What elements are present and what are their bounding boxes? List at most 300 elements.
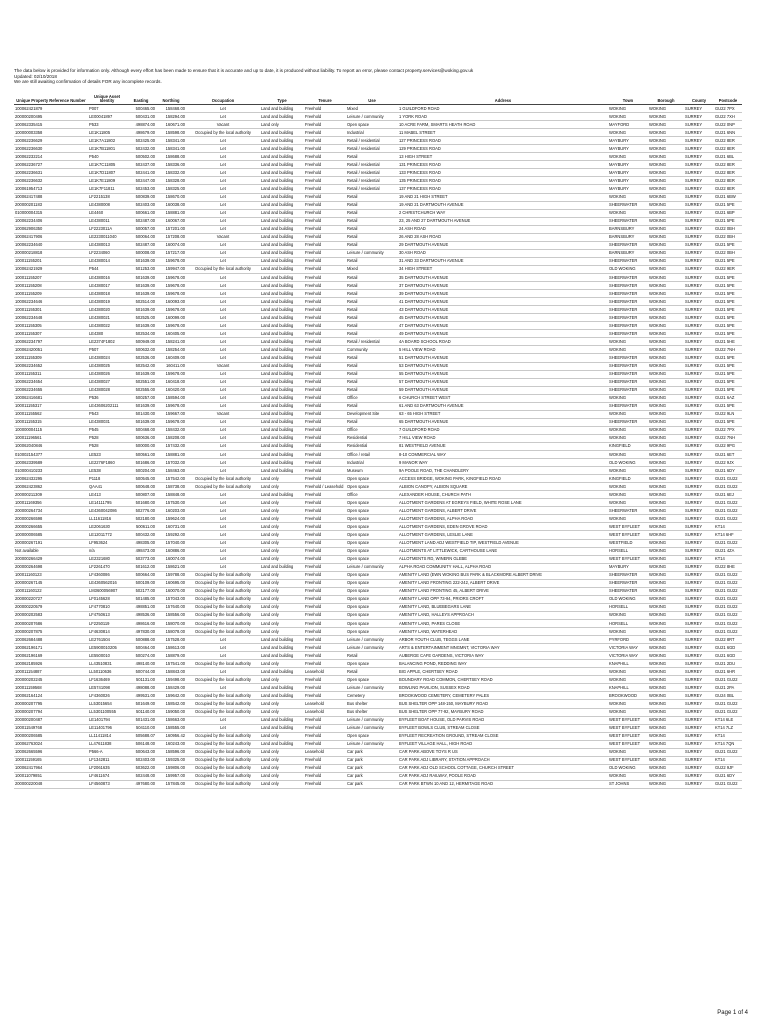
use-cell: Retail: [346, 354, 398, 362]
use-cell: Open space: [346, 660, 398, 668]
table-row: [14, 571, 742, 579]
table-row: [14, 644, 742, 652]
address-cell: 49 DARTMOUTH AVENUE: [398, 330, 608, 338]
type-cell: Land and building: [260, 185, 304, 193]
town-cell: SHEERWATER: [608, 507, 648, 515]
address-cell: 135 PRINCESS ROAD: [398, 177, 608, 185]
table-body: [14, 105, 742, 789]
postcode-cell: GU21 GU22: [714, 611, 742, 619]
tenure-cell: Freehold: [304, 507, 346, 515]
county-cell: SURREY: [684, 338, 714, 346]
county-cell: SURREY: [684, 459, 714, 467]
uprn-cell: 100011159165: [14, 756, 88, 764]
type-cell: Land only: [260, 523, 304, 531]
northing-cell: 160038.00: [156, 201, 186, 209]
uprn-cell: 100011155208: [14, 282, 88, 290]
easting-cell: 498473.00: [126, 547, 156, 555]
asset-id-cell: LF2061635: [88, 764, 126, 772]
type-cell: Land and building: [260, 201, 304, 209]
occupation-cell: Let: [186, 531, 260, 539]
borough-cell: WOKING: [648, 298, 684, 306]
occupation-cell: Let: [186, 185, 260, 193]
town-cell: WOKING: [608, 338, 648, 346]
tenure-cell: Freehold: [304, 225, 346, 233]
address-cell: ALPHA ROAD COMMUNITY HALL, ALPHA ROAD: [398, 563, 608, 571]
address-cell: BUS SHELTER OPP 77-92, MAYBURY ROAD: [398, 708, 608, 716]
borough-cell: WOKING: [648, 587, 684, 595]
uprn-cell: 100011155311: [14, 370, 88, 378]
asset-id-cell: LE14111795: [88, 499, 126, 507]
occupation-cell: Let: [186, 201, 260, 209]
address-cell: ALLOTMENT LAND ADJ WESTFIELD TIP, WESTFIELD AVENUE: [398, 539, 608, 547]
tenure-cell: Freehold: [304, 434, 346, 442]
occupation-cell: Let: [186, 273, 260, 281]
borough-cell: WOKING: [648, 330, 684, 338]
type-cell: Land and building: [260, 346, 304, 354]
address-cell: 2 CHRISTCHURCH WAY: [398, 209, 608, 217]
tenure-cell: Freehold: [304, 475, 346, 483]
table-row: [14, 306, 742, 314]
northing-cell: 159957.00: [156, 772, 186, 780]
easting-cell: 501639.00: [126, 290, 156, 298]
asset-id-cell: LE4380024: [88, 354, 126, 362]
type-cell: Land and building: [260, 282, 304, 290]
table-row: [14, 177, 742, 185]
town-cell: MAYBURY: [608, 137, 648, 145]
county-cell: SURREY: [684, 217, 714, 225]
borough-cell: WOKING: [648, 475, 684, 483]
tenure-cell: Freehold: [304, 378, 346, 386]
address-cell: BYFLEET BOAT HOUSE, OLD PARVIS ROAD: [398, 716, 608, 724]
uprn-cell: 100062420051: [14, 346, 88, 354]
asset-id-cell: QAA41: [88, 483, 126, 491]
header-borough: Borough: [648, 87, 684, 105]
borough-cell: WOKING: [648, 611, 684, 619]
county-cell: SURREY: [684, 724, 714, 732]
tenure-cell: Freehold: [304, 410, 346, 418]
town-cell: WOKING: [608, 611, 648, 619]
northing-cell: 159678.00: [156, 306, 186, 314]
asset-id-cell: LE4380021: [88, 314, 126, 322]
county-cell: SURREY: [684, 499, 714, 507]
tenure-cell: Freehold: [304, 217, 346, 225]
uprn-cell: 200000218818: [14, 249, 88, 257]
use-cell: Retail: [346, 193, 398, 201]
type-cell: Land and building: [260, 684, 304, 692]
postcode-cell: GU22 8ER: [714, 177, 742, 185]
town-cell: WEST BYFLEET: [608, 531, 648, 539]
borough-cell: WOKING: [648, 692, 684, 700]
northing-cell: 159678.00: [156, 322, 186, 330]
county-cell: SURREY: [684, 716, 714, 724]
type-cell: Land and building: [260, 370, 304, 378]
asset-id-cell: LE4380025: [88, 362, 126, 370]
easting-cell: 502425.00: [126, 137, 156, 145]
asset-id-cell: LE4380018: [88, 290, 126, 298]
northing-cell: 158663.00: [156, 716, 186, 724]
borough-cell: WOKING: [648, 273, 684, 281]
uprn-cell: 200000266429: [14, 555, 88, 563]
easting-cell: 500611.00: [126, 523, 156, 531]
town-cell: SHEERWATER: [608, 579, 648, 587]
town-cell: SHEERWATER: [608, 402, 648, 410]
header-address: Address: [398, 87, 608, 105]
postcode-cell: GU21 2PA: [714, 684, 742, 692]
use-cell: Car park: [346, 764, 398, 772]
use-cell: Leisure / community: [346, 724, 398, 732]
postcode-cell: GU21 5PE: [714, 386, 742, 394]
use-cell: Car park: [346, 748, 398, 756]
tenure-cell: Freehold: [304, 338, 346, 346]
use-cell: Residential: [346, 442, 398, 450]
tenure-cell: Freehold: [304, 515, 346, 523]
town-cell: SHEERWATER: [608, 587, 648, 595]
table-row: [14, 410, 742, 418]
table-row: [14, 209, 742, 217]
borough-cell: WOKING: [648, 346, 684, 354]
county-cell: SURREY: [684, 708, 714, 716]
borough-cell: WOKING: [648, 756, 684, 764]
tenure-cell: Freehold: [304, 273, 346, 281]
easting-cell: 502403.00: [126, 201, 156, 209]
occupation-cell: Vacant: [186, 121, 260, 129]
postcode-cell: GU21 GU22: [714, 748, 742, 756]
type-cell: Land and building: [260, 394, 304, 402]
occupation-cell: Let: [186, 394, 260, 402]
occupation-cell: Occupied by the local authority: [186, 475, 260, 483]
asset-id-cell: LE4360562016: [88, 579, 126, 587]
borough-cell: WOKING: [648, 201, 684, 209]
postcode-cell: GU21 5PE: [714, 330, 742, 338]
address-cell: 131 PRINCESS ROAD: [398, 161, 608, 169]
easting-cell: 502551.00: [126, 378, 156, 386]
postcode-cell: GU22 8HE: [714, 563, 742, 571]
asset-id-cell: LF4360086: [88, 571, 126, 579]
occupation-cell: Let: [186, 370, 260, 378]
county-cell: SURREY: [684, 402, 714, 410]
tenure-cell: Freehold: [304, 459, 346, 467]
town-cell: WOKING: [608, 113, 648, 121]
northing-cell: 160070.00: [156, 587, 186, 595]
table-row: [14, 273, 742, 281]
uprn-cell: 100062236630: [14, 145, 88, 153]
county-cell: SURREY: [684, 257, 714, 265]
table-row: [14, 483, 742, 491]
northing-cell: 159050.00: [156, 708, 186, 716]
occupation-cell: Occupied by the local authority: [186, 265, 260, 273]
tenure-cell: Freehold: [304, 185, 346, 193]
northing-cell: 157040.00: [156, 539, 186, 547]
easting-cell: 501639.00: [126, 402, 156, 410]
asset-id-cell: LF2223011A: [88, 225, 126, 233]
occupation-cell: Let: [186, 724, 260, 732]
county-cell: SURREY: [684, 491, 714, 499]
easting-cell: 505688.07: [126, 732, 156, 740]
asset-id-cell: LE4380019: [88, 298, 126, 306]
easting-cell: 501639.00: [126, 306, 156, 314]
type-cell: Land and building: [260, 740, 304, 748]
postcode-cell: GU21 5PE: [714, 282, 742, 290]
address-cell: 9 MANOR WAY: [398, 459, 608, 467]
northing-cell: 158432.00: [156, 426, 186, 434]
uprn-cell: 100062339589: [14, 459, 88, 467]
type-cell: Land and building: [260, 338, 304, 346]
occupation-cell: Occupied by the local authority: [186, 595, 260, 603]
borough-cell: WOKING: [648, 290, 684, 298]
table-row: [14, 451, 742, 459]
use-cell: Retail: [346, 225, 398, 233]
northing-cell: 160418.00: [156, 378, 186, 386]
header-county: County: [684, 87, 714, 105]
table-row: [14, 499, 742, 507]
use-cell: Open space: [346, 539, 398, 547]
town-cell: WEST BYFLEET: [608, 724, 648, 732]
uprn-cell: 100062232214: [14, 153, 88, 161]
postcode-cell: GU21 5PE: [714, 201, 742, 209]
northing-cell: 158208.00: [156, 434, 186, 442]
use-cell: Retail: [346, 273, 398, 281]
county-cell: SURREY: [684, 354, 714, 362]
uprn-cell: Not available: [14, 547, 88, 555]
uprn-cell: 100062432295: [14, 475, 88, 483]
tenure-cell: Freehold: [304, 113, 346, 121]
tenure-cell: Freehold: [304, 547, 346, 555]
borough-cell: WOKING: [648, 660, 684, 668]
postcode-cell: GU22 7NH: [714, 346, 742, 354]
tenure-cell: Leasehold: [304, 708, 346, 716]
table-row: [14, 603, 742, 611]
type-cell: Land only: [260, 756, 304, 764]
use-cell: Open space: [346, 628, 398, 636]
town-cell: WOKING: [608, 410, 648, 418]
northing-cell: 158325.00: [156, 185, 186, 193]
use-cell: Open space: [346, 611, 398, 619]
county-cell: SURREY: [684, 233, 714, 241]
postcode-cell: GU21 GU22: [714, 515, 742, 523]
easting-cell: 502514.00: [126, 298, 156, 306]
easting-cell: 502534.00: [126, 330, 156, 338]
easting-cell: 504110.00: [126, 724, 156, 732]
tenure-cell: Freehold: [304, 636, 346, 644]
easting-cell: 502432.00: [126, 145, 156, 153]
occupation-cell: Let: [186, 282, 260, 290]
occupation-cell: Occupied by the local authority: [186, 740, 260, 748]
postcode-cell: GU21 GU22: [714, 708, 742, 716]
tenure-cell: Freehold: [304, 426, 346, 434]
tenure-cell: Freehold: [304, 290, 346, 298]
address-cell: 137 PRINCESS ROAD: [398, 185, 608, 193]
northing-cell: 159667.00: [156, 410, 186, 418]
occupation-cell: Let: [186, 217, 260, 225]
borough-cell: WOKING: [648, 499, 684, 507]
uprn-cell: 100062234640: [14, 241, 88, 249]
table-row: [14, 620, 742, 628]
easting-cell: 501131.00: [126, 676, 156, 684]
borough-cell: WOKING: [648, 620, 684, 628]
tenure-cell: Freehold: [304, 499, 346, 507]
county-cell: SURREY: [684, 290, 714, 298]
town-cell: OLD WOKING: [608, 764, 648, 772]
address-cell: AMENITY LAND, WATERHEAD: [398, 628, 608, 636]
town-cell: SHEERWATER: [608, 298, 648, 306]
uprn-cell: 100062423862: [14, 483, 88, 491]
borough-cell: WOKING: [648, 193, 684, 201]
town-cell: WOKING: [608, 153, 648, 161]
address-cell: 30 ASH ROAD: [398, 249, 608, 257]
borough-cell: WOKING: [648, 322, 684, 330]
uprn-cell: 100062236727: [14, 161, 88, 169]
easting-cell: 502525.00: [126, 314, 156, 322]
asset-id-cell: LE538: [88, 467, 126, 475]
address-cell: 34 HIGH STREET: [398, 265, 608, 273]
tenure-cell: Freehold: [304, 611, 346, 619]
use-cell: Retail / residential: [346, 137, 398, 145]
uprn-cell: 200000220579: [14, 603, 88, 611]
town-cell: SHEERWATER: [608, 201, 648, 209]
table-row: [14, 636, 742, 644]
uprn-cell: 100062234652: [14, 362, 88, 370]
borough-cell: WOKING: [648, 169, 684, 177]
asset-id-cell: LE1K7D11807: [88, 169, 126, 177]
easting-cell: 498851.00: [126, 603, 156, 611]
easting-cell: 498305.00: [126, 539, 156, 547]
asset-id-cell: LE2230011040: [88, 233, 126, 241]
uprn-cell: 100062040846: [14, 442, 88, 450]
asset-id-cell: LE1K7F11811: [88, 185, 126, 193]
tenure-cell: Freehold: [304, 652, 346, 660]
county-cell: SURREY: [684, 153, 714, 161]
address-cell: 19 AND 21 DARTMOUTH AVENUE: [398, 201, 608, 209]
type-cell: Land only: [260, 547, 304, 555]
postcode-cell: GU21 5PE: [714, 290, 742, 298]
occupation-cell: Let: [186, 386, 260, 394]
northing-cell: 160099.00: [156, 314, 186, 322]
asset-id-cell: LE2276F1860: [88, 459, 126, 467]
use-cell: Retail: [346, 402, 398, 410]
uprn-cell: 200000211309: [14, 491, 88, 499]
tenure-cell: Freehold: [304, 257, 346, 265]
asset-id-cell: LL53015654: [88, 700, 126, 708]
header-uprn: Unique Property Reference Number: [14, 87, 88, 105]
county-cell: SURREY: [684, 595, 714, 603]
table-row: [14, 780, 742, 788]
table-header-row: [14, 87, 742, 105]
northing-cell: 159788.00: [156, 571, 186, 579]
county-cell: SURREY: [684, 249, 714, 257]
borough-cell: WOKING: [648, 161, 684, 169]
use-cell: Open space: [346, 676, 398, 684]
town-cell: WOKING: [608, 515, 648, 523]
tenure-cell: Freehold: [304, 105, 346, 113]
use-cell: Retail: [346, 257, 398, 265]
northing-cell: 158670.00: [156, 193, 186, 201]
northing-cell: 159678.00: [156, 273, 186, 281]
northing-cell: 160956.42: [156, 732, 186, 740]
town-cell: BARNSBURY: [608, 249, 648, 257]
borough-cell: WOKING: [648, 145, 684, 153]
northing-cell: 157528.00: [156, 636, 186, 644]
northing-cell: 158336.00: [156, 161, 186, 169]
easting-cell: 497680.00: [126, 780, 156, 788]
address-cell: 19 AND 21 HIGH STREET: [398, 193, 608, 201]
type-cell: Land only: [260, 603, 304, 611]
use-cell: Open space: [346, 499, 398, 507]
uprn-cell: 200000207686: [14, 620, 88, 628]
address-cell: ACCESS BRIDGE, WOKING PARK, KINGFIELD ROAD: [398, 475, 608, 483]
northing-cell: 158596.00: [156, 748, 186, 756]
address-cell: 10 ACRE FARM, SMARTS HEATH ROAD: [398, 121, 608, 129]
northing-cell: 159624.00: [156, 515, 186, 523]
easting-cell: 498874.00: [126, 121, 156, 129]
tenure-cell: Freehold: [304, 467, 346, 475]
occupation-cell: Occupied by the local authority: [186, 764, 260, 772]
address-cell: AMENITY LAND OPP 73-94, PRIORS CROFT: [398, 595, 608, 603]
address-cell: ALLOTMENTS AT LITTLEWICK, CARTHOUSE LANE: [398, 547, 608, 555]
address-cell: ALEXANDER HOUSE, CHURCH PATH: [398, 491, 608, 499]
county-cell: SURREY: [684, 265, 714, 273]
easting-cell: 501639.00: [126, 257, 156, 265]
county-cell: SURREY: [684, 547, 714, 555]
asset-id-cell: LF4360026: [88, 692, 126, 700]
northing-cell: 158598.00: [156, 129, 186, 137]
header-northing: Northing: [156, 87, 186, 105]
asset-id-cell: LE4380011: [88, 217, 126, 225]
easting-cell: 500465.00: [126, 105, 156, 113]
tenure-cell: Freehold: [304, 716, 346, 724]
uprn-cell: 100000004115: [14, 426, 88, 434]
northing-cell: 159292.00: [156, 531, 186, 539]
northing-cell: 157541.00: [156, 660, 186, 668]
tenure-cell: Freehold: [304, 362, 346, 370]
borough-cell: WOKING: [648, 386, 684, 394]
borough-cell: WOKING: [648, 748, 684, 756]
uprn-cell: 200000206585: [14, 732, 88, 740]
borough-cell: WOKING: [648, 129, 684, 137]
occupation-cell: Occupied by the local authority: [186, 708, 260, 716]
address-cell: 13 HIGH STREET: [398, 153, 608, 161]
town-cell: SHEERWATER: [608, 217, 648, 225]
northing-cell: 158555.00: [156, 724, 186, 732]
county-cell: SURREY: [684, 523, 714, 531]
table-row: [14, 555, 742, 563]
occupation-cell: Occupied by the local authority: [186, 129, 260, 137]
asset-id-cell: LE4380: [88, 330, 126, 338]
asset-id-cell: LE1K11805: [88, 129, 126, 137]
easting-cell: 500468.00: [126, 426, 156, 434]
use-cell: Mixed: [346, 265, 398, 273]
uprn-cell: 100062763024: [14, 740, 88, 748]
address-cell: CAR PARK ADJ OLD SCHOOL COTTAGE, CHURCH STREET: [398, 764, 608, 772]
tenure-cell: Freehold: [304, 491, 346, 499]
tenure-cell: Freehold: [304, 306, 346, 314]
type-cell: Land only: [260, 571, 304, 579]
use-cell: Retail: [346, 201, 398, 209]
easting-cell: 501140.00: [126, 708, 156, 716]
borough-cell: WOKING: [648, 716, 684, 724]
header-town: Town: [608, 87, 648, 105]
occupation-cell: Let: [186, 684, 260, 692]
table-row: [14, 129, 742, 137]
address-cell: BYFLEET BOWLS CLUB, STREAM CLOSE: [398, 724, 608, 732]
table-row: [14, 290, 742, 298]
use-cell: Office: [346, 394, 398, 402]
town-cell: SHEERWATER: [608, 282, 648, 290]
asset-id-cell: P007: [88, 105, 126, 113]
borough-cell: WOKING: [648, 451, 684, 459]
town-cell: SHEERWATER: [608, 362, 648, 370]
uprn-cell: 100062417964: [14, 764, 88, 772]
postcode-cell: GU22 7XH: [714, 113, 742, 121]
